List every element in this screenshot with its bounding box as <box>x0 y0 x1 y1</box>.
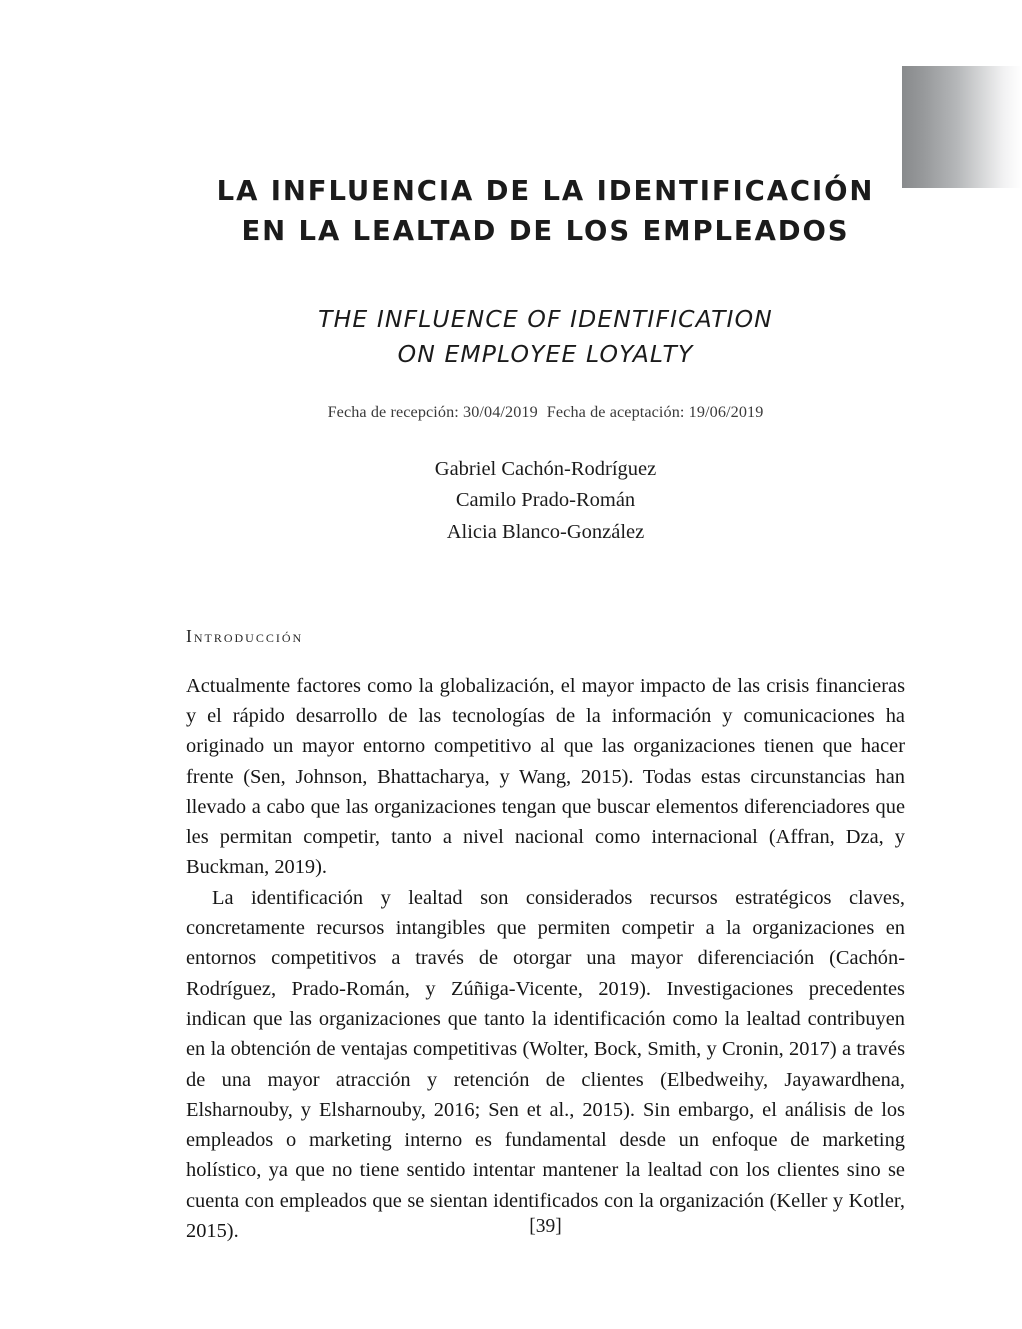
author-name: Alicia Blanco-González <box>446 520 645 543</box>
body-text <box>186 671 905 1247</box>
paragraph: Actualmente factores como la globalización, el mayor impacto de las crisis financieras y el rápido desarrollo de las tecnologías de la información y comunicaciones ha originado un mayor entorno competitivo al que las organizaciones tienen que hacer frente (Sen, Johnson, Bhattacharya, y Wang, 2015). Todas estas circunstancias han llevado a cabo que las organizaciones tengan que buscar elementos diferenciadores que les permitan competir, tanto a nivel nacional como internacional (Affran, Dza, y Buckman, 2019). <box>186 674 905 879</box>
page-title <box>186 172 905 252</box>
author-name: Camilo Prado-Román <box>455 489 636 512</box>
page-subtitle <box>186 252 905 373</box>
page-content <box>186 0 905 1329</box>
page-subtitle-line-2: ON EMPLOYEE LOYALTY <box>397 340 694 369</box>
corner-gradient-decoration <box>902 66 1022 188</box>
title-block <box>186 172 905 548</box>
page-number-folio: [39] <box>529 1216 562 1237</box>
section-heading-introduccion: Introducción <box>186 625 304 646</box>
page-title-line-1: LA INFLUENCIA DE LA IDENTIFICACIÓN <box>216 175 875 207</box>
acceptance-date: Fecha de aceptación: 19/06/2019 <box>546 403 764 422</box>
page-subtitle-line-1: THE INFLUENCE OF IDENTIFICATION <box>318 304 773 333</box>
author-name: Gabriel Cachón-Rodríguez <box>434 458 657 481</box>
page-title-line-2: EN LA LEALTAD DE LOS EMPLEADOS <box>241 214 850 247</box>
reception-date: Fecha de recepción: 30/04/2019 <box>327 403 538 422</box>
author-list <box>186 422 905 547</box>
publication-dates <box>186 373 905 422</box>
paragraph: La identificación y lealtad son considerados recursos estratégicos claves, concretamente recursos intangibles que permiten competir a la organizaciones en entornos competitivos a través de otorgar una mayor diferenciación (Cachón-Rodríguez, Prado-Román, y Zúñiga-Vicente, 2019). Investigaciones precedentes indican que las organizaciones que tanto la identificación como la lealtad contribuyen en la obtención de ventajas competitivas (Wolter, Bock, Smith, y Cronin, 2017) a través de una mayor atracción y retención de clientes (Elbedweihy, Jayawardhena, Elsharnouby, y Elsharnouby, 2016; Sen et al., 2015). Sin embargo, el análisis de los empleados o marketing interno es fundamental desde un enfoque de marketing holístico, ya que no tiene sentido intentar mantener la lealtad con los clientes sino se cuenta con empleados que se sientan identificados con la organización (Keller y Kotler, 2015). <box>186 886 905 1242</box>
